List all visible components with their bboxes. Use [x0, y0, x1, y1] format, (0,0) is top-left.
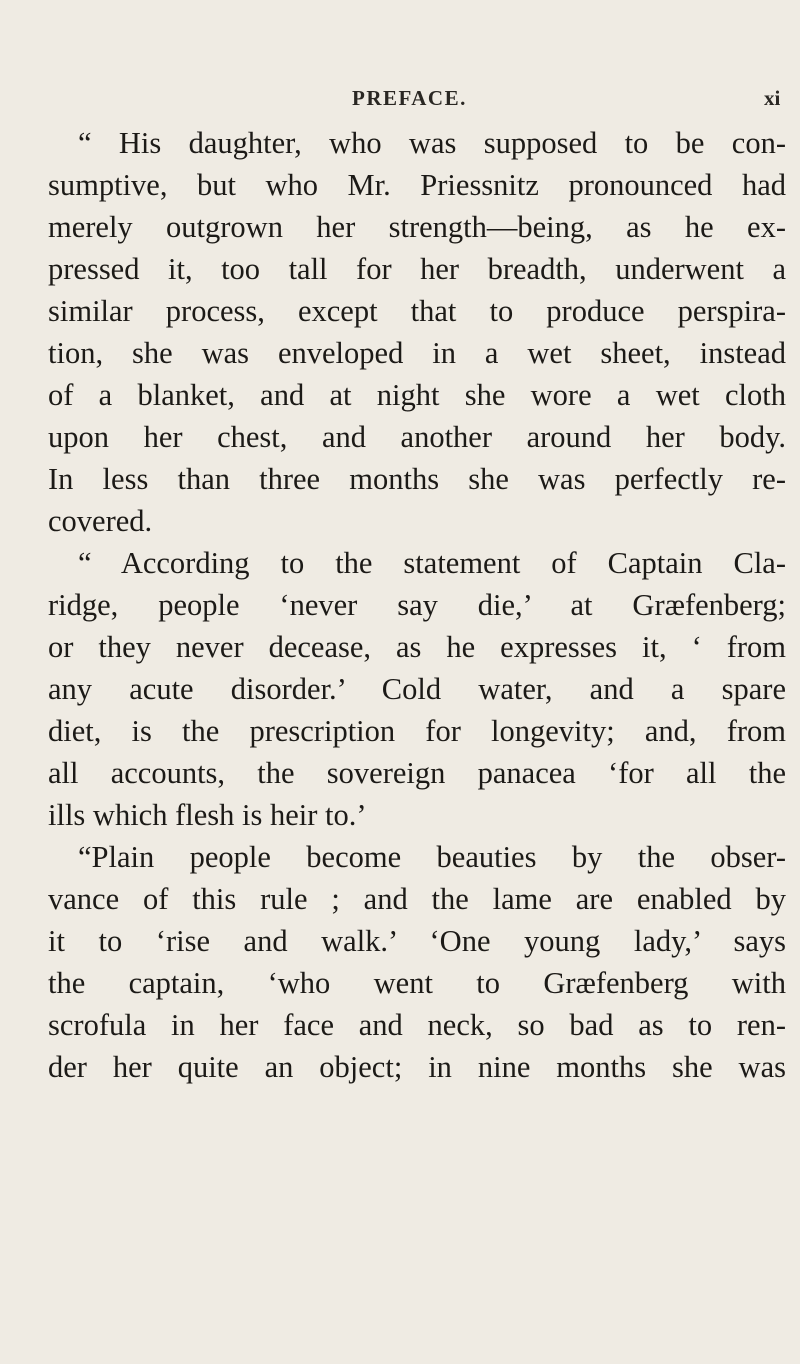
text-line: diet, is the prescription for longevity; and, from: [48, 714, 786, 748]
text-line: all accounts, the sovereign panacea ‘for all the: [48, 756, 786, 790]
text-line: pressed it, too tall for her breadth, underwent a: [48, 252, 786, 286]
text-line: sumptive, but who Mr. Priessnitz pronounced had: [48, 168, 786, 202]
text-line: upon her chest, and another around her body.: [48, 420, 786, 454]
text-line: tion, she was enveloped in a wet sheet, instead: [48, 336, 786, 370]
text-line: of a blanket, and at night she wore a wet cloth: [48, 378, 786, 412]
text-line: In less than three months she was perfectly re-: [48, 462, 786, 496]
text-line: scrofula in her face and neck, so bad as to ren-: [48, 1008, 786, 1042]
page-title: PREFACE.: [352, 86, 467, 110]
text-line: covered.: [48, 504, 153, 538]
text-line: any acute disorder.’ Cold water, and a spare: [48, 672, 786, 706]
text-line: the captain, ‘who went to Græfenberg with: [48, 966, 786, 1000]
text-line: merely outgrown her strength—being, as he ex-: [48, 210, 786, 244]
text-line: ills which flesh is heir to.’: [48, 798, 367, 832]
text-line: vance of this rule ; and the lame are enabled by: [48, 882, 786, 916]
page-number: xi: [764, 86, 781, 110]
text-line: it to ‘rise and walk.’ ‘One young lady,’ says: [48, 924, 786, 958]
body-text: [48, 122, 786, 1088]
text-line: “ His daughter, who was supposed to be con-: [78, 126, 786, 160]
text-line: “ According to the statement of Captain Cla-: [78, 546, 786, 580]
text-line: or they never decease, as he expresses it, ‘ from: [48, 630, 786, 664]
text-line: ridge, people ‘never say die,’ at Græfenberg;: [48, 588, 786, 622]
text-line: der her quite an object; in nine months she was: [48, 1050, 786, 1084]
running-head: [0, 86, 800, 116]
text-line: similar process, except that to produce perspira-: [48, 294, 786, 328]
text-line: “Plain people become beauties by the obser-: [78, 840, 786, 874]
